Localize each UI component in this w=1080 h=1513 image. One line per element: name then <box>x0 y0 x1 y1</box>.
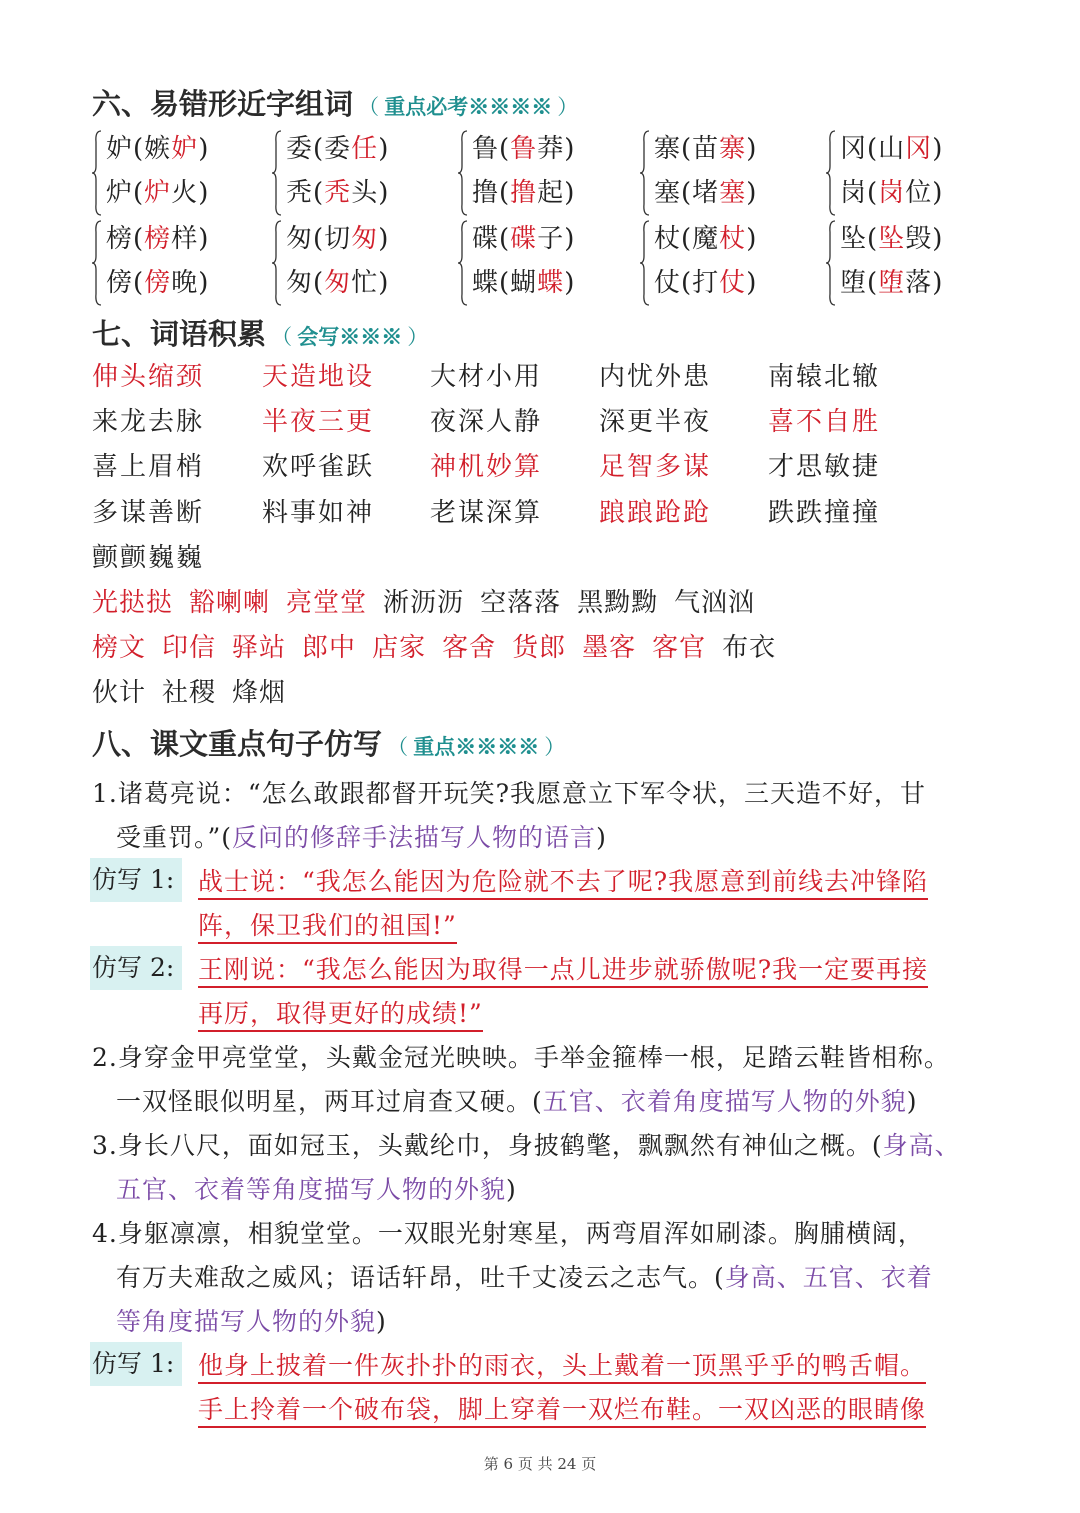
pair-word-highlight: 蝶 <box>537 268 565 298</box>
brace-icon <box>458 130 468 216</box>
brace-icon <box>272 220 282 306</box>
pair-word-pre: ( <box>133 224 145 254</box>
pair-word-post: ) <box>932 134 944 164</box>
pair-word-post: 晚) <box>171 268 210 298</box>
pair-char: 堕 <box>840 268 868 298</box>
sentence-3-line-1 <box>92 1126 961 1162</box>
pair-word-highlight: 妒 <box>171 134 199 164</box>
pair-word-highlight: 仗 <box>719 268 747 298</box>
vocab-word: 料事如神 <box>262 498 375 528</box>
section-7-heading <box>92 312 428 353</box>
brace-icon <box>92 130 102 216</box>
note-close-paren: ） <box>557 95 579 119</box>
brace-icon <box>92 220 102 306</box>
pair-word-highlight: 秃 <box>324 178 352 208</box>
pair-word-pre: (委 <box>313 134 352 164</box>
pair-word-highlight: 冈 <box>905 134 933 164</box>
pair-char: 匆 <box>286 268 314 298</box>
pair-word-highlight: 碟 <box>510 224 538 254</box>
note-close-paren: ） <box>407 325 429 349</box>
pair-char: 撸 <box>472 178 500 208</box>
vocab-word: 客舍 <box>442 633 497 663</box>
section-6-heading <box>92 82 578 123</box>
sentence-4-text: 有万夫难敌之威风；语话轩昂，吐千丈凌云之志气。( <box>116 1263 725 1292</box>
pair-word-highlight: 傍 <box>144 268 172 298</box>
vocab-word: 气汹汹 <box>674 588 756 618</box>
pair-char: 杖 <box>654 224 682 254</box>
pair-word-pre: ( <box>313 268 325 298</box>
pair-word-pre: ( <box>313 178 325 208</box>
imitation-1-line-1 <box>198 862 928 898</box>
pair-word-pre: (切 <box>313 224 352 254</box>
vocab-row-row_ancient <box>92 627 792 664</box>
sentence-1-text: 受重罚。”( <box>116 823 233 852</box>
pair-word-post: ) <box>746 268 758 298</box>
section-8-note: 重点※※※※ <box>413 734 540 759</box>
pair-word-highlight: 堕 <box>878 268 906 298</box>
pair-line-a <box>654 128 757 165</box>
pair-word-post: 头) <box>351 178 390 208</box>
vocab-word: 多谋善断 <box>92 498 205 528</box>
pair-line-a <box>840 218 943 255</box>
pair-word-pre: ( <box>133 268 145 298</box>
vocab-word: 才思敏捷 <box>768 452 881 482</box>
vocab-word: 淅沥沥 <box>383 588 465 618</box>
pair-char: 傍 <box>106 268 134 298</box>
imitation-2-text-1: 王刚说：“我怎么能因为取得一点儿进步就骄傲呢?我一定要再接 <box>198 955 928 988</box>
pair-word-pre: ( <box>499 134 511 164</box>
pair-word-pre: (魔 <box>681 224 720 254</box>
sentence-4-annotation-a: 身高、五官、衣着 <box>724 1263 933 1292</box>
vocab-word: 亮堂堂 <box>286 588 368 618</box>
pair-word-pre: (堵 <box>681 178 720 208</box>
pair-char: 碟 <box>472 224 500 254</box>
vocab-word: 郎中 <box>302 633 357 663</box>
vocab-word: 南辕北辙 <box>768 362 881 392</box>
pair-char: 岗 <box>840 178 868 208</box>
sentence-3-annotation-b: 五官、衣着等角度描写人物的外貌 <box>116 1175 507 1204</box>
imitation-3-line-1 <box>198 1346 926 1382</box>
vocab-word: 榜文 <box>92 633 147 663</box>
sentence-1-annotation: 反问的修辞手法描写人物的语言 <box>232 823 597 852</box>
close-paren: ) <box>376 1307 387 1336</box>
pair-char: 匆 <box>286 224 314 254</box>
imitation-2-label: 仿写 2: <box>90 946 182 990</box>
pair-word-pre: ( <box>499 178 511 208</box>
brace-icon <box>826 220 836 306</box>
vocab-word: 客官 <box>652 633 707 663</box>
vocab-word: 驿站 <box>232 633 287 663</box>
vocab-word: 夜深人静 <box>430 407 543 437</box>
vocab-word: 墨客 <box>582 633 637 663</box>
sentence-4-line-2 <box>116 1258 933 1294</box>
sentence-4-line-1: 4.身躯凛凛，相貌堂堂。一双眼光射寒星，两弯眉浑如刷漆。胸脯横阔， <box>92 1219 924 1248</box>
pair-char: 秃 <box>286 178 314 208</box>
pair-word-highlight: 任 <box>351 134 379 164</box>
vocab-word: 踉踉跄跄 <box>599 498 712 528</box>
imitation-3-text-1: 他身上披着一件灰扑扑的雨衣，头上戴着一顶黑乎乎的鸭舌帽。 <box>198 1351 926 1384</box>
pair-word-post: ) <box>378 134 390 164</box>
vocab-word: 喜上眉梢 <box>92 452 205 482</box>
pair-word-pre: (苗 <box>681 134 720 164</box>
pair-word-post: 毁) <box>905 224 944 254</box>
pair-line-b <box>106 172 209 209</box>
close-paren: ) <box>506 1175 517 1204</box>
pair-word-highlight: 鲁 <box>510 134 538 164</box>
pair-word-post: ) <box>746 134 758 164</box>
pair-word-pre: ( <box>867 224 879 254</box>
sentence-3-text: 3.身长八尺，面如冠玉，头戴纶巾，身披鹤氅，飘飘然有神仙之概。( <box>92 1131 883 1160</box>
pair-char: 坠 <box>840 224 868 254</box>
pair-line-a <box>840 128 943 165</box>
pair-line-b <box>472 262 575 299</box>
pair-word-highlight: 杖 <box>719 224 747 254</box>
section-7-note: 会写※※※ <box>297 324 403 349</box>
section-6-title: 六、易错形近字组词 <box>92 87 354 121</box>
pair-word-post: ) <box>746 178 758 208</box>
imitation-3-line-2 <box>198 1390 926 1426</box>
vocab-word: 大材小用 <box>430 362 543 392</box>
sentence-3-line-2 <box>116 1170 517 1206</box>
pair-word-pre: (打 <box>681 268 720 298</box>
sentence-1-line-1: 1.诸葛亮说：“怎么敢跟都督开玩笑?我愿意立下军令状，三天造不好，甘 <box>92 779 927 808</box>
pair-word-post: ) <box>746 224 758 254</box>
pair-line-a <box>286 128 389 165</box>
close-paren: ) <box>906 1087 918 1116</box>
imitation-3-text-2: 手上拎着一个破布袋，脚上穿着一双烂布鞋。一双凶恶的眼睛像 <box>198 1395 926 1428</box>
page-footer: 第 6 页 共 24 页 <box>483 1455 597 1473</box>
section-7-title: 七、词语积累 <box>92 317 267 351</box>
pair-char: 塞 <box>654 178 682 208</box>
sentence-4-annotation-b: 等角度描写人物的外貌 <box>116 1307 377 1336</box>
pair-line-a <box>654 218 757 255</box>
pair-line-b <box>840 172 943 209</box>
section-8-heading <box>92 722 565 763</box>
pair-word-post: 起) <box>537 178 576 208</box>
section-6-note: 重点必考※※※※ <box>384 94 553 119</box>
pair-line-a <box>286 218 389 255</box>
pair-word-post: ) <box>198 134 210 164</box>
pair-word-pre: (山 <box>867 134 906 164</box>
vocab-word: 烽烟 <box>232 678 287 708</box>
brace-icon <box>640 220 650 306</box>
note-close-paren: ） <box>544 735 566 759</box>
vocab-word: 喜不自胜 <box>768 407 881 437</box>
pair-char: 蝶 <box>472 268 500 298</box>
pair-word-pre: ( <box>499 224 511 254</box>
pair-word-highlight: 坠 <box>878 224 906 254</box>
close-paren: ) <box>596 823 607 852</box>
imitation-1-line-2 <box>198 906 457 942</box>
vocab-row-row_aab <box>92 582 771 619</box>
pair-word-post: 子) <box>537 224 576 254</box>
imitation-2-line-1 <box>198 950 928 986</box>
pair-word-highlight: 榜 <box>144 224 172 254</box>
vocab-word: 豁喇喇 <box>189 588 271 618</box>
sentence-2-line-1: 2.身穿金甲亮堂堂，头戴金冠光映映。手举金箍棒一根，足踏云鞋皆相称。 <box>92 1043 950 1072</box>
vocab-word: 半夜三更 <box>262 407 375 437</box>
pair-word-pre: ( <box>867 178 879 208</box>
pair-line-b <box>286 172 389 209</box>
pair-word-highlight: 岗 <box>878 178 906 208</box>
pair-line-b <box>840 262 943 299</box>
brace-icon <box>640 130 650 216</box>
vocab-word: 印信 <box>162 633 217 663</box>
pair-line-b <box>286 262 389 299</box>
section-8-title: 八、课文重点句子仿写 <box>92 727 383 761</box>
vocab-word: 伸头缩颈 <box>92 362 205 392</box>
pair-word-highlight: 匆 <box>351 224 379 254</box>
imitation-3-label: 仿写 1: <box>90 1342 182 1386</box>
pair-word-highlight: 撸 <box>510 178 538 208</box>
pair-char: 榜 <box>106 224 134 254</box>
vocab-word: 颤颤巍巍 <box>92 543 205 573</box>
vocab-word: 神机妙算 <box>430 452 543 482</box>
pair-word-pre: ( <box>867 268 879 298</box>
pair-line-a <box>106 218 209 255</box>
sentence-2-text: 一双怪眼似明星，两耳过肩查又硬。( <box>116 1087 543 1116</box>
sentence-4-line-3 <box>116 1302 387 1338</box>
pair-word-pre: (嫉 <box>133 134 172 164</box>
vocab-word: 天造地设 <box>262 362 375 392</box>
pair-word-highlight: 匆 <box>324 268 352 298</box>
brace-icon <box>458 220 468 306</box>
brace-icon <box>826 130 836 216</box>
pair-word-highlight: 炉 <box>144 178 172 208</box>
sentence-2-annotation: 五官、衣着角度描写人物的外貌 <box>542 1087 907 1116</box>
note-open-paren: （ <box>358 95 380 119</box>
pair-char: 寨 <box>654 134 682 164</box>
pair-char: 仗 <box>654 268 682 298</box>
imitation-2-text-2: 再厉，取得更好的成绩!” <box>198 999 483 1032</box>
pair-char: 炉 <box>106 178 134 208</box>
vocab-word: 伙计 <box>92 678 147 708</box>
imitation-1-text-2: 阵，保卫我们的祖国!” <box>198 911 457 944</box>
pair-line-a <box>106 128 209 165</box>
vocab-word: 跌跌撞撞 <box>768 498 881 528</box>
imitation-1-label: 仿写 1: <box>90 858 182 902</box>
note-open-paren: （ <box>271 325 293 349</box>
pair-line-a <box>472 128 575 165</box>
vocab-word: 货郎 <box>512 633 567 663</box>
vocab-word: 欢呼雀跃 <box>262 452 375 482</box>
vocab-word: 光挞挞 <box>92 588 174 618</box>
imitation-1-text-1: 战士说：“我怎么能因为危险就不去了呢?我愿意到前线去冲锋陷 <box>198 867 928 900</box>
vocab-word: 社稷 <box>162 678 217 708</box>
brace-icon <box>272 130 282 216</box>
vocab-word: 来龙去脉 <box>92 407 205 437</box>
pair-word-pre: (蝴 <box>499 268 538 298</box>
pair-char: 鲁 <box>472 134 500 164</box>
vocab-row-row_last <box>92 672 302 709</box>
pair-char: 委 <box>286 134 314 164</box>
vocab-word: 黑黝黝 <box>577 588 659 618</box>
pair-word-post: 莽) <box>537 134 576 164</box>
vocab-word: 足智多谋 <box>599 452 712 482</box>
sentence-2-line-2 <box>116 1082 918 1118</box>
pair-line-a <box>472 218 575 255</box>
pair-line-b <box>654 172 757 209</box>
pair-word-post: 火) <box>171 178 210 208</box>
sentence-1-line-2 <box>116 818 607 854</box>
note-open-paren: （ <box>387 735 409 759</box>
vocab-word: 老谋深算 <box>430 498 543 528</box>
pair-word-highlight: 寨 <box>719 134 747 164</box>
pair-char: 冈 <box>840 134 868 164</box>
vocab-word: 深更半夜 <box>599 407 712 437</box>
vocab-word: 店家 <box>372 633 427 663</box>
pair-word-post: 落) <box>905 268 944 298</box>
pair-char: 妒 <box>106 134 134 164</box>
pair-word-post: ) <box>564 268 576 298</box>
pair-line-b <box>106 262 209 299</box>
vocab-word: 空落落 <box>480 588 562 618</box>
pair-line-b <box>654 262 757 299</box>
sentence-3-annotation-a: 身高、 <box>882 1131 961 1160</box>
pair-word-post: ) <box>378 224 390 254</box>
pair-word-post: 样) <box>171 224 210 254</box>
imitation-2-line-2 <box>198 994 483 1030</box>
vocab-word: 布衣 <box>722 633 777 663</box>
pair-word-post: 忙) <box>351 268 390 298</box>
pair-word-post: 位) <box>905 178 944 208</box>
vocab-word: 内忧外患 <box>599 362 712 392</box>
pair-line-b <box>472 172 575 209</box>
pair-word-highlight: 塞 <box>719 178 747 208</box>
pair-word-pre: ( <box>133 178 145 208</box>
